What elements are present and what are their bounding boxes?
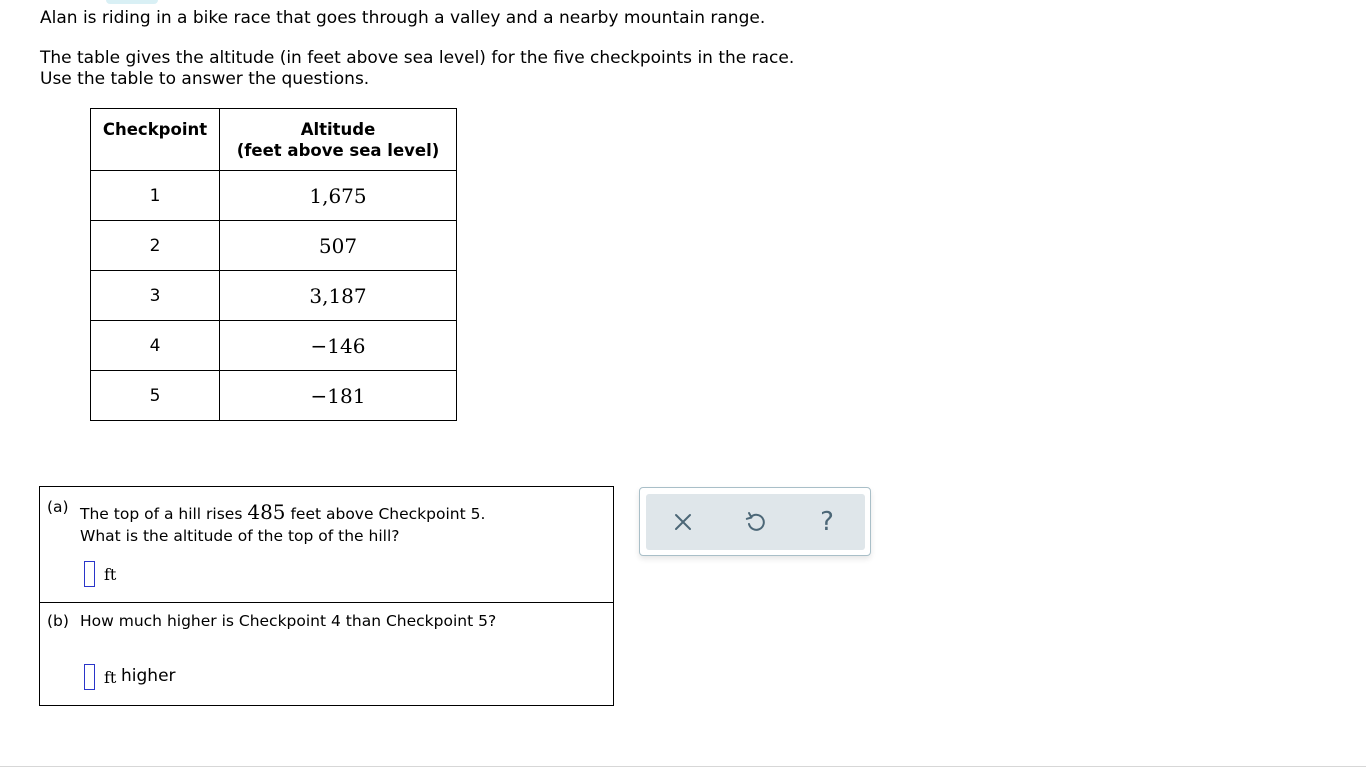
checkpoint-cell: 2: [91, 221, 220, 271]
part-a-question: [80, 500, 485, 524]
unit-b-suffix: higher: [121, 666, 176, 686]
undo-icon: [744, 511, 766, 533]
problem-instructions-line1: The table gives the altitude (in feet above sea level) for the five checkpoints in the race.: [40, 48, 795, 68]
header-altitude-title: Altitude: [300, 120, 376, 139]
bottom-divider: [0, 766, 1366, 767]
altitude-table: [90, 108, 457, 421]
question-box: [39, 486, 614, 706]
checkpoint-cell: 3: [91, 271, 220, 321]
altitude-cell: −181: [220, 371, 457, 421]
header-altitude-unit: (feet above sea level): [236, 141, 440, 160]
altitude-cell: 507: [220, 221, 457, 271]
table-row: [91, 221, 457, 271]
unit-b: ft: [104, 668, 117, 687]
altitude-cell: −146: [220, 321, 457, 371]
problem-instructions-line2: Use the table to answer the questions.: [40, 69, 370, 89]
unit-a: ft: [104, 565, 117, 584]
checkpoint-cell: 4: [91, 321, 220, 371]
answer-input-a[interactable]: [84, 561, 95, 587]
checkpoint-cell: 5: [91, 371, 220, 421]
answer-input-b[interactable]: [84, 664, 95, 690]
question-part-b: [40, 603, 613, 705]
part-b-tag: (b): [47, 612, 69, 630]
answer-tools-panel: [639, 487, 871, 556]
part-b-question: How much higher is Checkpoint 4 than Checkpoint 5?: [80, 612, 497, 630]
help-icon: ?: [820, 507, 834, 537]
table-row: [91, 321, 457, 371]
undo-button[interactable]: [741, 508, 769, 536]
part-a-question-line2: What is the altitude of the top of the hill?: [80, 527, 400, 545]
checkpoint-cell: 1: [91, 171, 220, 221]
header-checkpoint: Checkpoint: [91, 109, 220, 171]
table-row: [91, 171, 457, 221]
altitude-cell: 3,187: [220, 271, 457, 321]
part-a-text-before: The top of a hill rises: [80, 505, 248, 523]
problem-intro: Alan is riding in a bike race that goes through a valley and a nearby mountain range.: [40, 8, 766, 28]
answer-tools-bar: [646, 494, 865, 550]
part-a-text-after: feet above Checkpoint 5.: [285, 505, 486, 523]
table-row: [91, 271, 457, 321]
part-a-number: 485: [247, 500, 286, 524]
part-a-tag: (a): [47, 498, 69, 516]
close-icon: [674, 513, 692, 531]
question-part-a: [40, 487, 613, 603]
table-row: [91, 371, 457, 421]
help-button[interactable]: [813, 508, 841, 536]
top-tab-indicator: [106, 0, 158, 4]
altitude-cell: 1,675: [220, 171, 457, 221]
clear-button[interactable]: [669, 508, 697, 536]
header-altitude: [220, 109, 457, 171]
